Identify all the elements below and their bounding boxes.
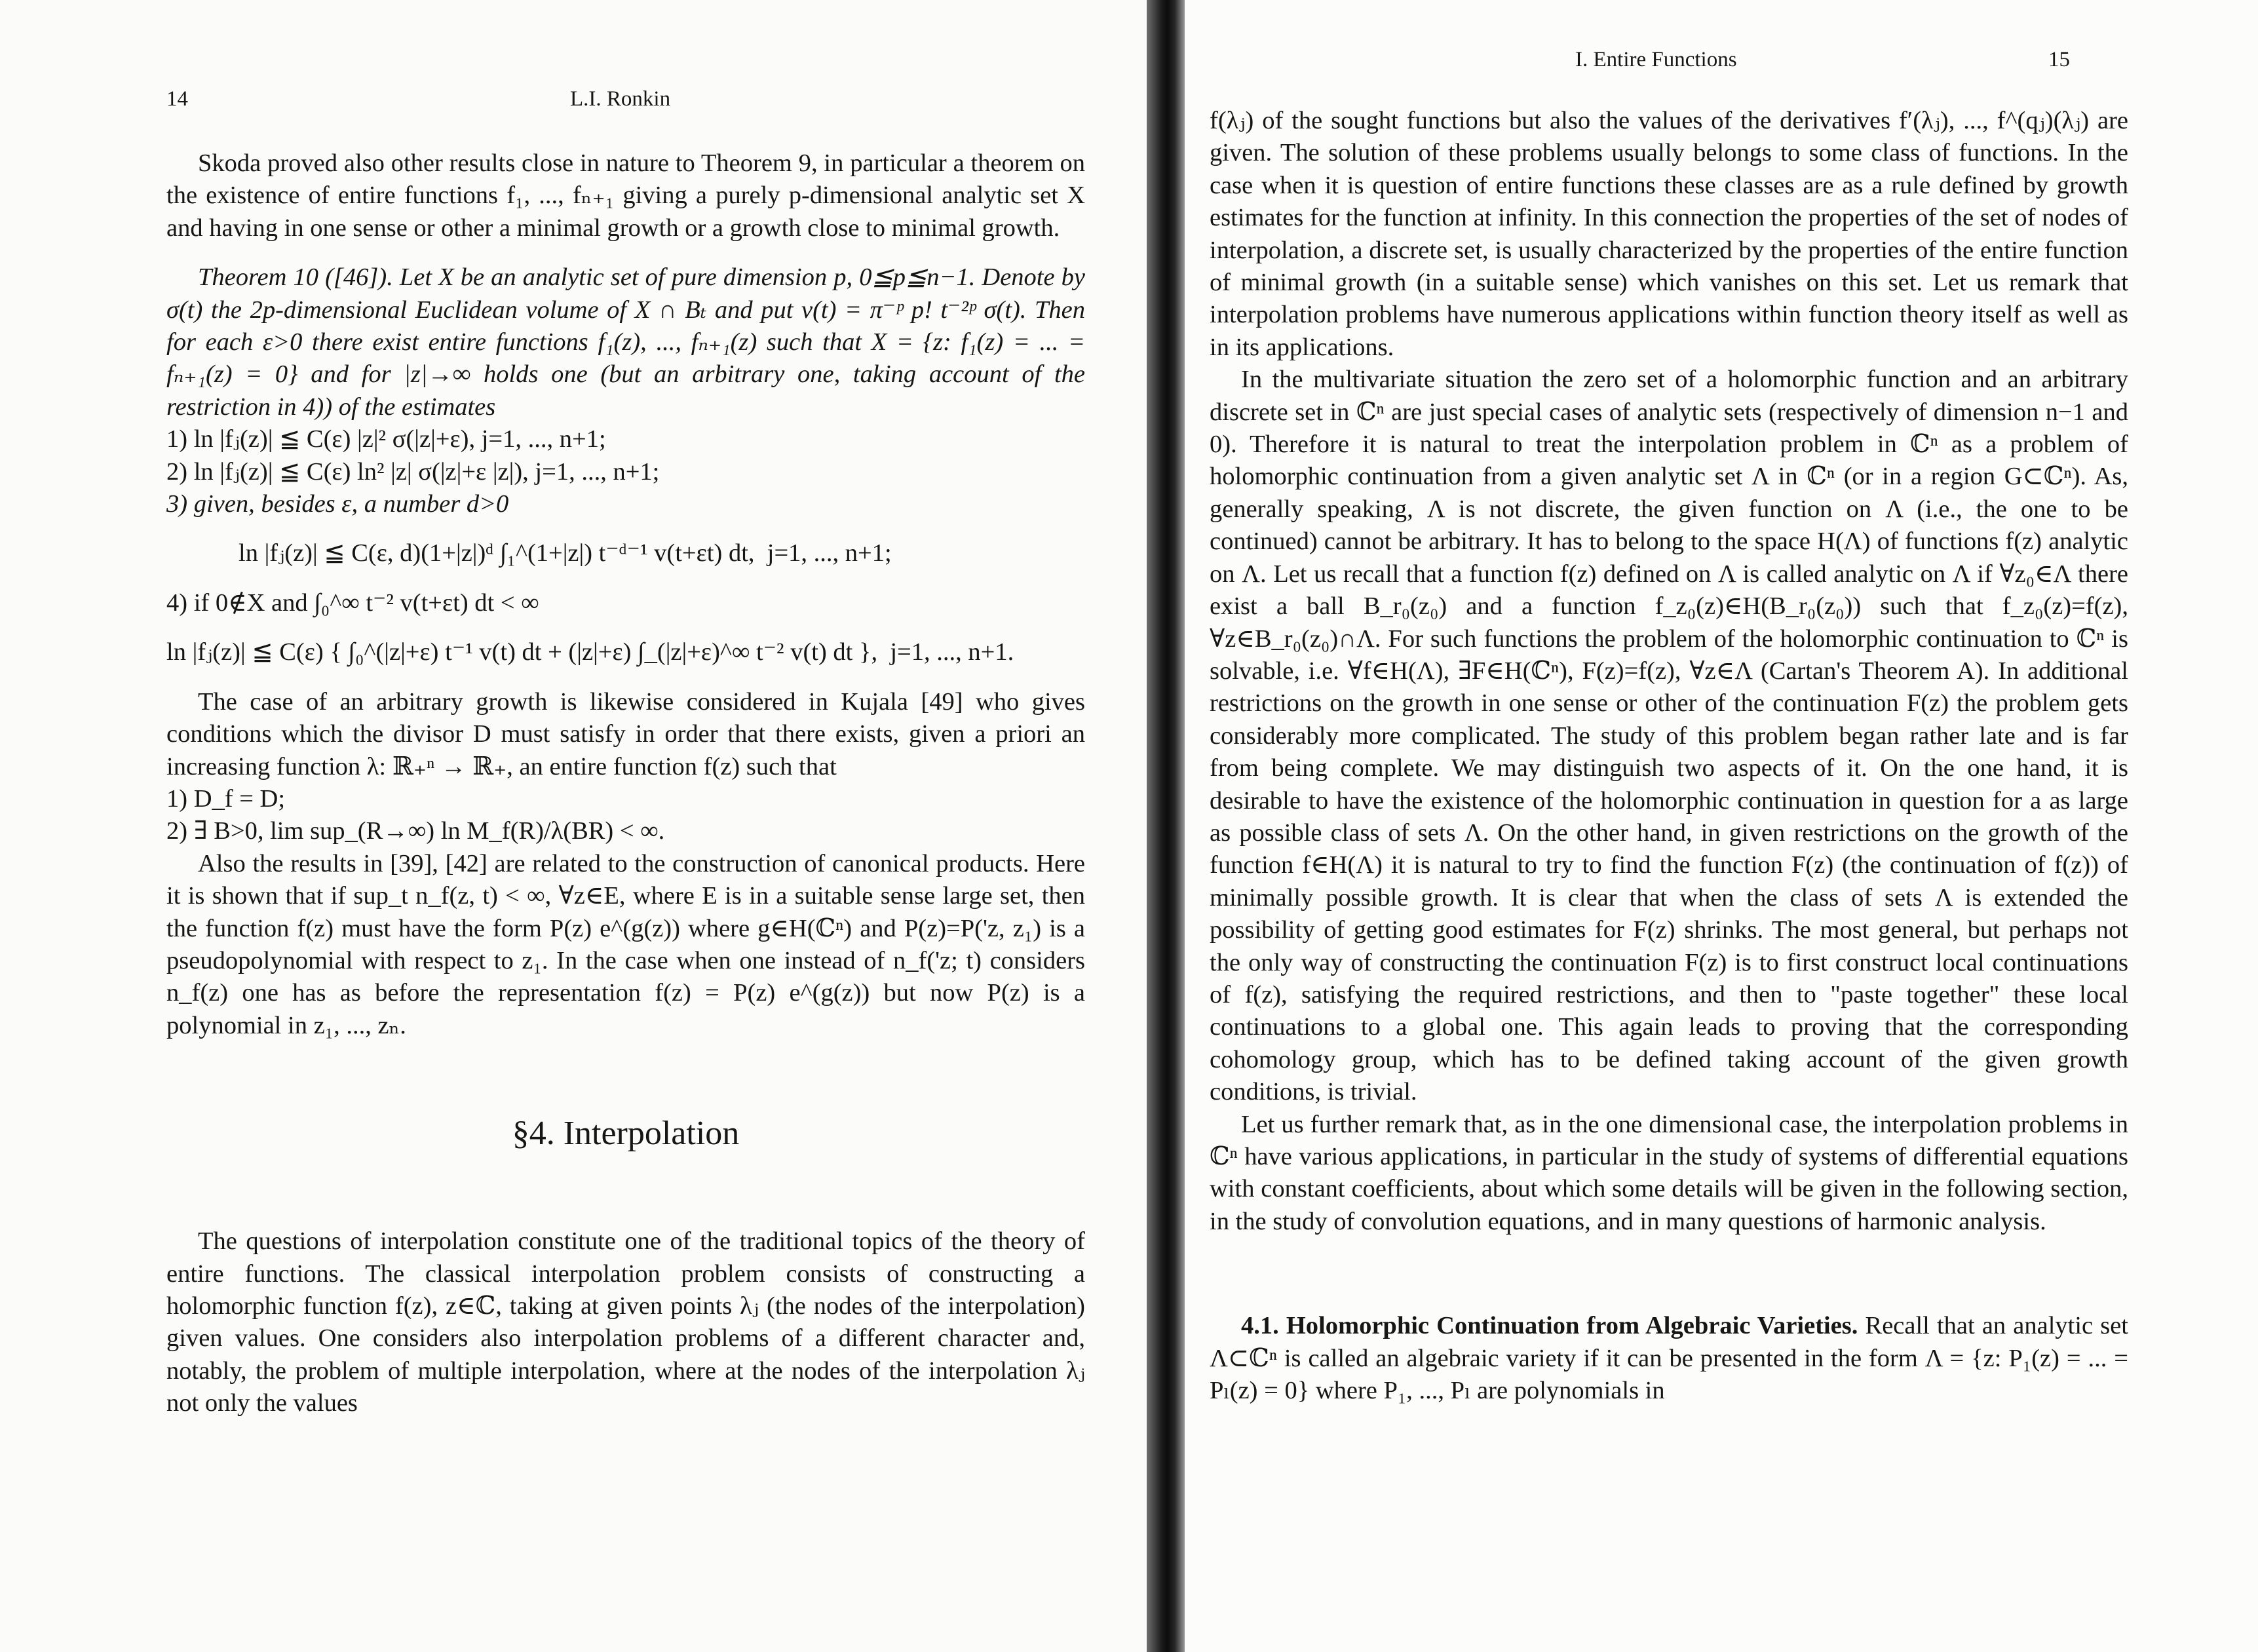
running-head-right: I. Entire Functions bbox=[1575, 48, 1737, 71]
page-number-right: 15 bbox=[2048, 48, 2070, 71]
paragraph: The questions of interpolation constitute one of the traditional topics of the theory of entire functions. The classical interpolation problem consists of constructing a holomorphic function f(z), z∈ℂ, taking at given points λⱼ (the nodes of the interpolation) given values. One considers also interpolation problems of a different character and, notably, the problem of multiple interpolation, where at the nodes of the interpolation λⱼ not only the values bbox=[166, 1227, 1085, 1417]
paragraph: Skoda proved also other results close in nature to Theorem 9, in particular a theorem on the existence of entire functions f₁, ..., fₙ₊₁ giving a purely p-dimensional analytic set X and having in one sense or other a minimal growth or a growth close to minimal growth. bbox=[166, 149, 1085, 242]
left-page-body bbox=[166, 147, 1085, 1420]
subsection-heading: 4.1. Holomorphic Continuation from Algebraic Varieties. bbox=[1241, 1312, 1858, 1340]
estimate-4-formula: ln |fⱼ(z)| ≦ C(ε) { ∫₀^(|z|+ε) t⁻¹ v(t) dt + (|z|+ε) ∫_(|z|+ε)^∞ t⁻² v(t) dt }, j=1, ..., n+1. bbox=[166, 638, 1014, 666]
paragraph: Let us further remark that, as in the one dimensional case, the interpolation problems in ℂⁿ have various applications, in particular in the study of systems of differential equations with constant coefficients, about which some details will be given in the following section, in the study of convolution equations, and in many questions of harmonic analysis. bbox=[1210, 1110, 2128, 1235]
estimate-3-formula: ln |fⱼ(z)| ≦ C(ε, d)(1+|z|)ᵈ ∫₁^(1+|z|) t⁻ᵈ⁻¹ v(t+εt) dt, j=1, ..., n+1; bbox=[239, 539, 892, 567]
theorem-10: Theorem 10 ([46]). Let X be an analytic set of pure dimension p, 0≦p≦n−1. Denote by σ(t) the 2p-dimensional Euclidean volume of X ∩ Bₜ and put v(t) = π⁻ᵖ p! t⁻²ᵖ σ(t). Then for each ε>0 there exist entire functions f₁(z), ..., fₙ₊₁(z) such that X = {z: f₁(z) = ... = fₙ₊₁(z) = 0} and for |z|→∞ holds one (but an arbitrary one, taking account of the restriction in 4)) of the estimates bbox=[166, 263, 1085, 421]
book-gutter bbox=[1147, 0, 1185, 1652]
section-heading: §4. Interpolation bbox=[512, 1115, 740, 1153]
right-page-body bbox=[1210, 105, 2128, 1407]
estimate-4-intro: 4) if 0∉X and ∫₀^∞ t⁻² v(t+εt) dt < ∞ bbox=[166, 588, 539, 617]
condition-2: 2) ∃ B>0, lim sup_(R→∞) ln M_f(R)/λ(BR) < ∞. bbox=[166, 817, 665, 845]
subsection-4-1 bbox=[1210, 1310, 2128, 1407]
estimate-3-intro: 3) given, besides ε, a number d>0 bbox=[166, 490, 509, 518]
paragraph: The case of an arbitrary growth is likewise considered in Kujala [49] who gives conditions which the divisor D must satisfy in order that there exists, given a priori an increasing function λ: ℝ₊ⁿ → ℝ₊, an entire function f(z) such that bbox=[166, 687, 1085, 780]
page-number-left: 14 bbox=[166, 87, 188, 111]
paragraph: In the multivariate situation the zero set of a holomorphic function and an arbitrary discrete set in ℂⁿ are just special cases of analytic sets (respectively of dimension n−1 and 0). Therefore it is natural to treat the interpolation problem in ℂⁿ as a problem of holomorphic continuation from a given analytic set Λ in ℂⁿ (or in a region G⊂ℂⁿ). As, generally speaking, Λ is not discrete, the given function on Λ (i.e., the one to be continued) cannot be arbitrary. It has to belong to the space H(Λ) of functions f(z) analytic on Λ. Let us recall that a function f(z) defined on Λ is called analytic on Λ if ∀z₀∈Λ there exist a ball B_r₀(z₀) and a function f_z₀(z)∈H(B_r₀(z₀)) such that f_z₀(z)=f(z), ∀z∈B_r₀(z₀)∩Λ. For such functions the problem of the holomorphic continuation to ℂⁿ is solvable, i.e. ∀f∈H(Λ), ∃F∈H(ℂⁿ), F(z)=f(z), ∀z∈Λ (Cartan's Theorem A). In additional restrictions on the growth in one sense or other of the continuation F(z) the problem gets considerably more complicated. The study of this problem began rather late and is far from being complete. We may distinguish two aspects of it. On the one hand, it is desirable to have the existence of the holomorphic continuation in question for a as large as possible class of sets Λ. On the other hand, in given restrictions on the growth of the function f∈H(Λ) it is natural to try to find the function F(z) (the continuation of f(z)) of minimally possible growth. It is clear that when the class of sets Λ is extended the possibility of getting good estimates for F(z) shrinks. The most general, but perhaps not the only way of constructing the continuation F(z) is to first construct local continuations of f(z), satisfying the required restrictions, and then to "paste together" these local continuations to a global one. This again leads to proving that the corresponding cohomology group, which has to be defined taking account of the given growth conditions, is trivial. bbox=[1210, 366, 2128, 1106]
right-page bbox=[1185, 0, 2258, 1652]
paragraph: Also the results in [39], [42] are related to the construction of canonical products. Here it is shown that if sup_t n_f(z, t) < ∞, ∀z∈E, where E is in a suitable sense large set, then the function f(z) must have the form P(z) e^(g(z)) where g∈H(ℂⁿ) and P(z)=P('z, z₁) is a pseudopolynomial with respect to z₁. In the case when one instead of n_f('z; t) considers n_f(z) one has as before the representation f(z) = P(z) e^(g(z)) but now P(z) is a polynomial in z₁, ..., zₙ. bbox=[166, 849, 1085, 1039]
subsection-text: Recall that an analytic set Λ⊂ℂⁿ is called an algebraic variety if it can be presented in the form Λ = {z: P₁(z) = ... = Pₗ(z) = 0} where P₁, ..., Pₗ are polynomials in bbox=[1210, 1312, 2129, 1405]
condition-1: 1) D_f = D; bbox=[166, 784, 286, 813]
running-head-left: L.I. Ronkin bbox=[570, 87, 671, 111]
paragraph: f(λⱼ) of the sought functions but also the values of the derivatives f′(λⱼ), ..., f^(qⱼ)(λⱼ) are given. The solution of these problems usually belongs to some class of functions. In the case when it is question of entire functions these classes are as a rule defined by growth estimates for the function at infinity. In this connection the properties of the set of nodes of interpolation, a discrete set, is usually characterized by the properties of the entire function of minimal growth (in a suitable sense) which vanishes on this set. Let us remark that interpolation problems have numerous applications within function theory itself as well as in its applications. bbox=[1210, 107, 2128, 361]
estimate-1: 1) ln |fⱼ(z)| ≦ C(ε) |z|² σ(|z|+ε), j=1, ..., n+1; bbox=[166, 425, 606, 453]
estimate-2: 2) ln |fⱼ(z)| ≦ C(ε) ln² |z| σ(|z|+ε |z|), j=1, ..., n+1; bbox=[166, 457, 660, 486]
